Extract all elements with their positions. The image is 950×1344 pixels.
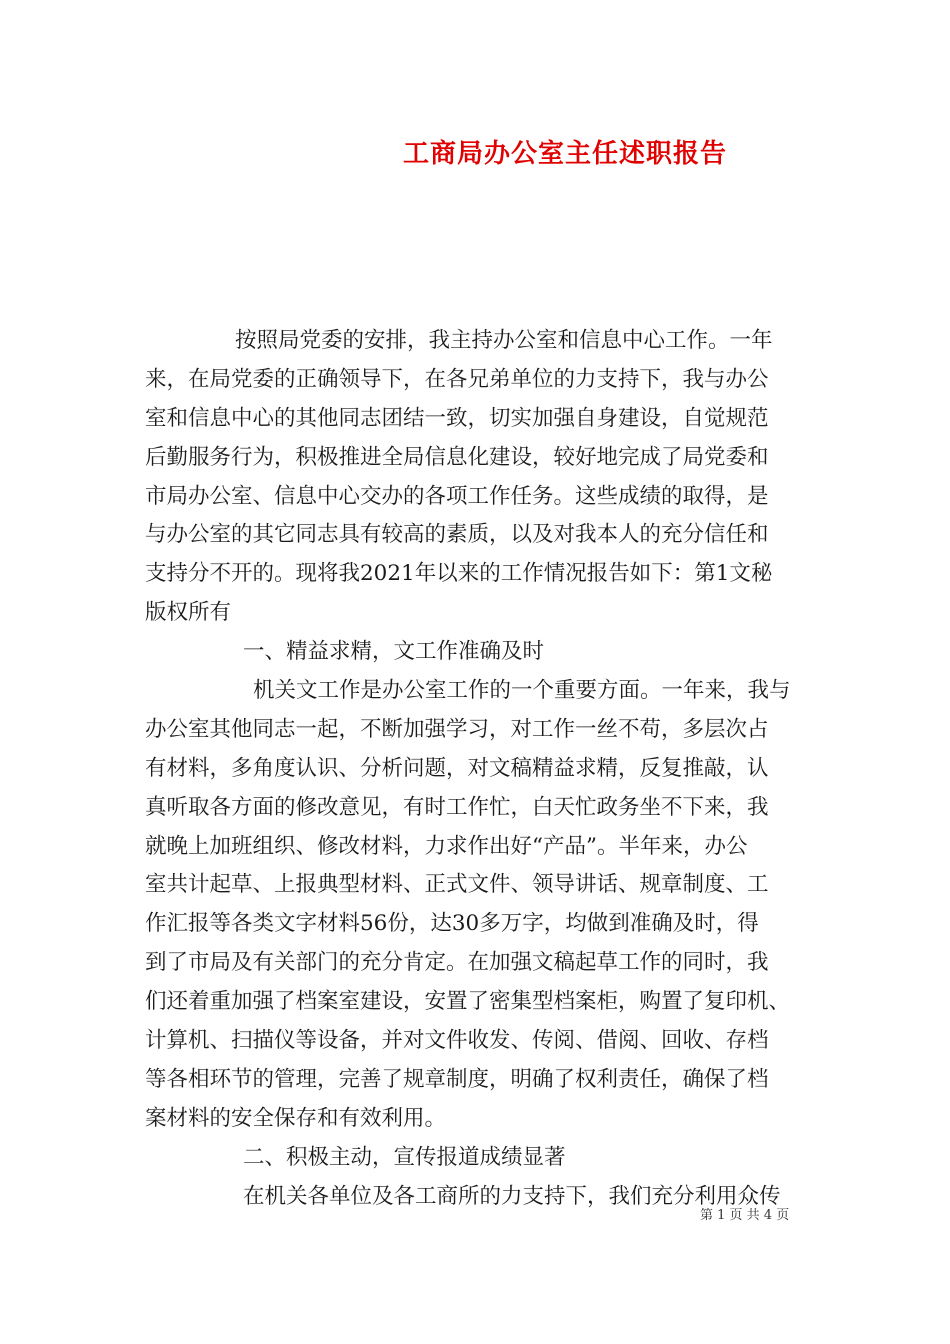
section-heading: 一、精益求精，文工作准确及时 (243, 639, 545, 665)
section-heading: 二、积极主动，宣传报道成绩显著 (243, 1144, 566, 1170)
paragraph-line: 案材料的安全保存和有效利用。 (145, 1105, 447, 1131)
page-number-footer: 第 1 页 共 4 页 (700, 1208, 790, 1223)
paragraph-line: 后勤服务行为，积极推进全局信息化建设，较好地完成了局党委和 (145, 444, 769, 470)
paragraph-line: 机关文工作是办公室工作的一个重要方面。一年来，我与 (253, 678, 791, 704)
paragraph-line: 就晚上加班组织、修改材料，力求作出好“产品”。半年来，办公 (145, 833, 748, 859)
paragraph-line: 作汇报等各类文字材料56份，达30多万字，均做到准确及时，得 (145, 911, 759, 937)
paragraph-line: 版权所有 (145, 600, 232, 626)
paragraph-line: 支持分不开的。现将我2021年以来的工作情况报告如下：第1文秘 (145, 561, 773, 587)
paragraph-line: 室共计起草、上报典型材料、正式文件、领导讲话、规章制度、工 (145, 872, 769, 898)
paragraph-line: 与办公室的其它同志具有较高的素质，以及对我本人的充分信任和 (145, 522, 769, 548)
document-title: 工商局办公室主任述职报告 (402, 139, 727, 169)
paragraph-line: 按照局党委的安排，我主持办公室和信息中心工作。一年 (235, 328, 773, 353)
paragraph-line: 们还着重加强了档案室建设，安置了密集型档案柜，购置了复印机、 (145, 989, 791, 1015)
paragraph-line: 真听取各方面的修改意见，有时工作忙，白天忙政务坐不下来，我 (145, 794, 769, 820)
paragraph-line: 到了市局及有关部门的充分肯定。在加强文稿起草工作的同时，我 (145, 950, 769, 976)
paragraph-line: 室和信息中心的其他同志团结一致，切实加强自身建设，自觉规范 (145, 405, 769, 431)
paragraph-line: 市局办公室、信息中心交办的各项工作任务。这些成绩的取得，是 (145, 483, 769, 509)
paragraph-line: 来，在局党委的正确领导下，在各兄弟单位的力支持下，我与办公 (145, 366, 769, 392)
paragraph-line: 有材料，多角度认识、分析问题，对文稿精益求精，反复推敲，认 (145, 755, 769, 781)
paragraph-line: 办公室其他同志一起，不断加强学习，对工作一丝不苟，多层次占 (145, 716, 769, 742)
paragraph-line: 在机关各单位及各工商所的力支持下，我们充分利用众传 (243, 1183, 781, 1209)
paragraph-line: 等各相环节的管理，完善了规章制度，明确了权利责任，确保了档 (145, 1066, 769, 1092)
document-body (145, 322, 810, 1216)
paragraph-line: 计算机、扫描仪等设备，并对文件收发、传阅、借阅、回收、存档 (145, 1028, 769, 1054)
